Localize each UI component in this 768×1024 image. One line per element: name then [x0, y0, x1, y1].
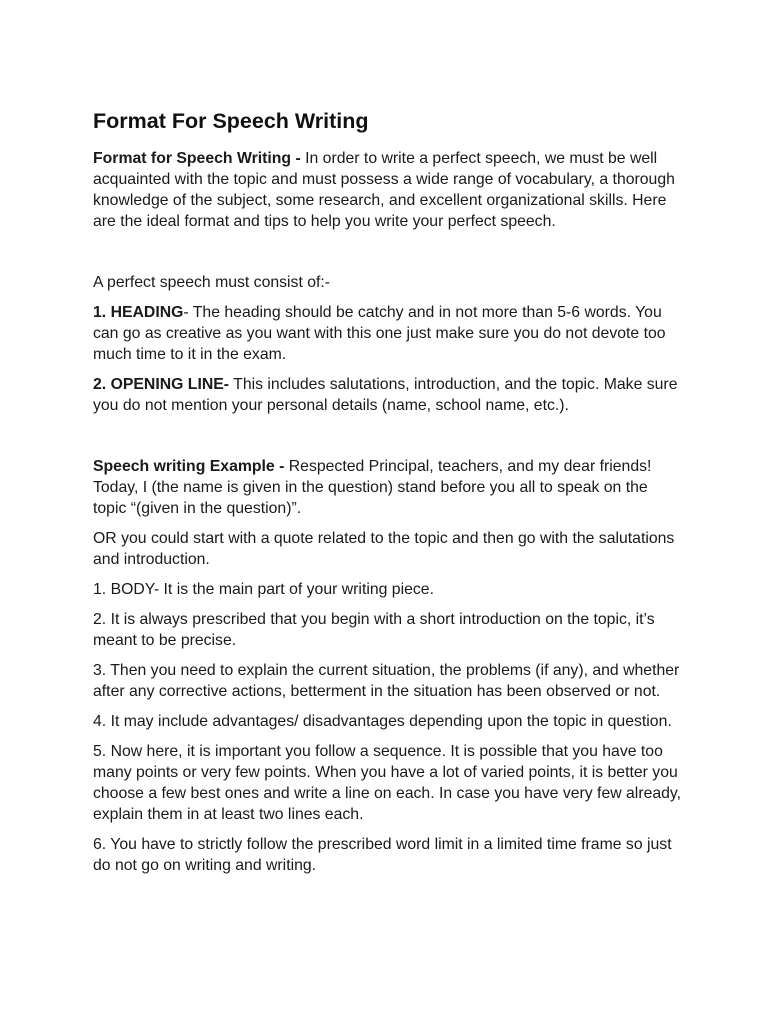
- body-point: 1. BODY- It is the main part of your writing piece.: [93, 581, 434, 598]
- heading-item: [93, 302, 683, 365]
- opening-line-text: This includes salutations, introduction, and the topic. Make sure you do not mention your personal details (name, school name, etc.).: [93, 376, 678, 414]
- heading-item-text: - The heading should be catchy and in not more than 5-6 words. You can go as creative as you want with this one just make sure you do not devote too much time to it in the exam.: [93, 304, 666, 363]
- opening-line-lead: 2. OPENING LINE-: [93, 376, 230, 393]
- intro-lead: Format for Speech Writing -: [93, 150, 301, 167]
- body-point: 4. It may include advantages/ disadvantages depending upon the topic in question.: [93, 713, 672, 730]
- consist-line: A perfect speech must consist of:-: [93, 274, 331, 291]
- page-title: Format For Speech Writing: [93, 109, 369, 133]
- example-paragraph: [93, 456, 683, 519]
- or-quote-paragraph: OR you could start with a quote related to the topic and then go with the salutations and introduction.: [93, 530, 675, 568]
- intro-text: In order to write a perfect speech, we must be well acquainted with the topic and must possess a wide range of vocabulary, a thorough knowledge of the subject, some research, and excellent organizational skills. Here are the ideal format and tips to help you write your perfect speech.: [93, 150, 675, 230]
- body-point: 3. Then you need to explain the current situation, the problems (if any), and whether after any corrective actions, betterment in the situation has been observed or not.: [93, 662, 680, 700]
- document-page: [93, 106, 683, 885]
- example-text: Respected Principal, teachers, and my dear friends! Today, I (the name is given in the question) stand before you all to speak on the topic “(given in the question)”.: [93, 458, 652, 517]
- heading-item-lead: 1. HEADING: [93, 304, 184, 321]
- opening-line-item: [93, 374, 683, 416]
- intro-paragraph: [93, 148, 683, 232]
- example-lead: Speech writing Example -: [93, 458, 285, 475]
- body-point: 6. You have to strictly follow the prescribed word limit in a limited time frame so just do not go on writing and writing.: [93, 836, 672, 874]
- body-point: 2. It is always prescribed that you begin with a short introduction on the topic, it’s meant to be precise.: [93, 611, 655, 649]
- body-point: 5. Now here, it is important you follow a sequence. It is possible that you have too many points or very few points. When you have a lot of varied points, it is better you choose a few best ones and write a line on each. In case you have very few already, explain them in at least two lines each.: [93, 743, 682, 823]
